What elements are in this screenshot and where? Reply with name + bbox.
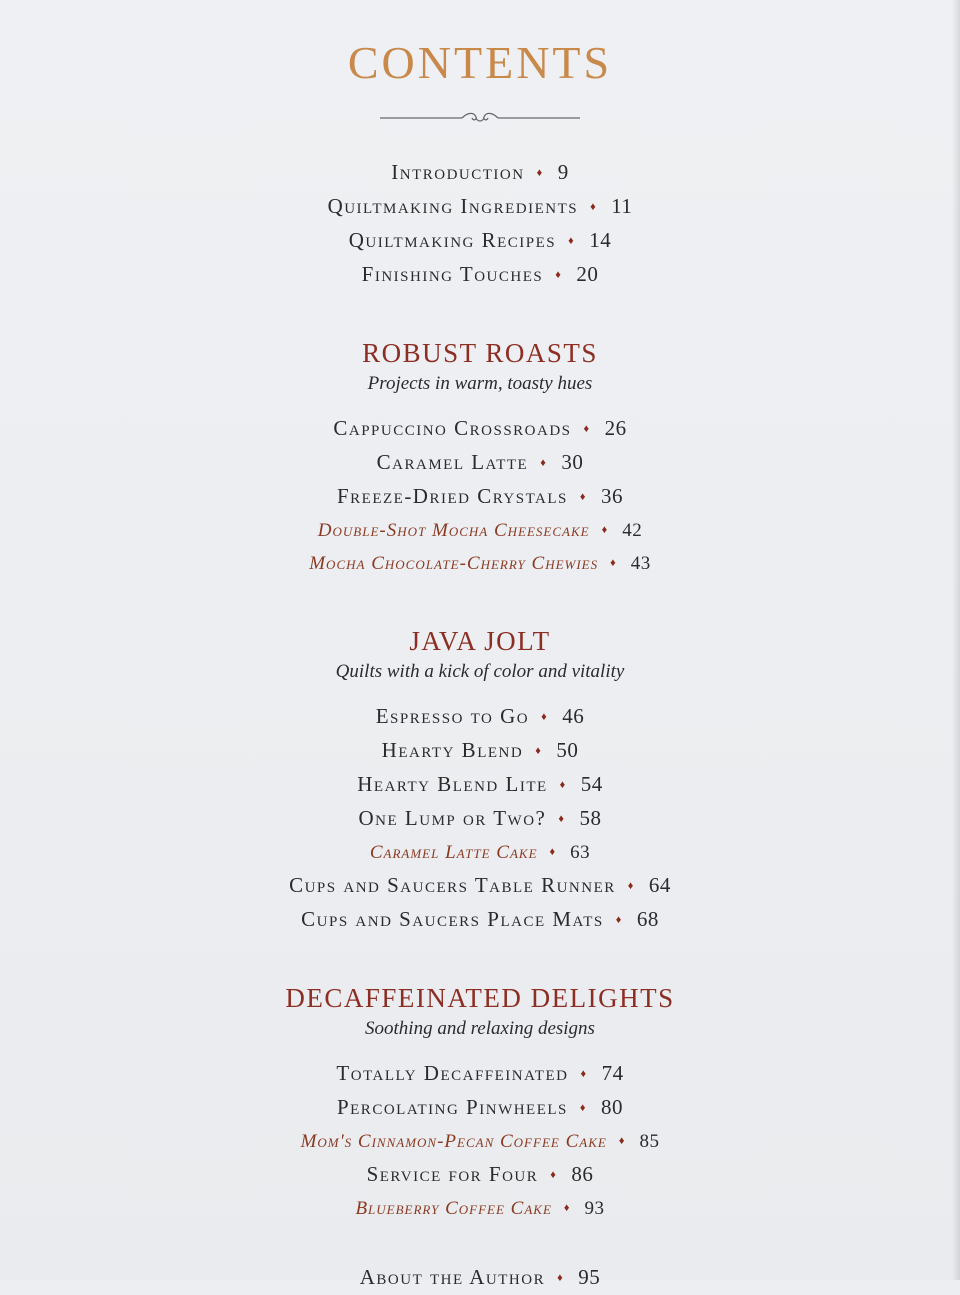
toc-entry-hearty-blend[interactable] xyxy=(0,734,960,768)
section-robust-roasts xyxy=(0,336,960,580)
toc-entry-quiltmaking-recipes[interactable] xyxy=(0,224,960,258)
diamond-bullet-icon: ♦ xyxy=(583,423,591,435)
diamond-bullet-icon: ♦ xyxy=(579,1102,588,1114)
entry-page: 43 xyxy=(630,553,651,574)
entry-label: Percolating Pinwheels xyxy=(336,1095,568,1119)
diamond-bullet-icon: ♦ xyxy=(579,491,588,503)
entry-page: 95 xyxy=(578,1265,601,1289)
intro-entries xyxy=(0,156,960,292)
entry-label: Finishing Touches xyxy=(361,262,544,286)
entry-label: Service for Four xyxy=(366,1162,539,1186)
diamond-bullet-icon: ♦ xyxy=(618,1135,626,1147)
entry-label: Mom's Cinnamon-Pecan Coffee Cake xyxy=(300,1131,607,1152)
entry-page: 80 xyxy=(601,1095,624,1119)
toc-entry-finishing-touches[interactable] xyxy=(0,258,960,292)
entry-page: 20 xyxy=(576,262,599,286)
section-title: ROBUST ROASTS xyxy=(362,338,598,368)
diamond-bullet-icon: ♦ xyxy=(557,1272,565,1284)
entry-label: Freeze-Dried Crystals xyxy=(336,484,568,508)
entry-page: 58 xyxy=(579,806,602,830)
toc-entry-freeze-dried-crystals[interactable] xyxy=(0,480,960,514)
entry-page: 85 xyxy=(639,1131,660,1152)
entry-label: Cappuccino Crossroads xyxy=(333,416,572,440)
toc-entry-quiltmaking-ingredients[interactable] xyxy=(0,190,960,224)
toc-recipe-double-shot-mocha-cheesecake[interactable] xyxy=(0,514,960,547)
diamond-bullet-icon: ♦ xyxy=(627,880,635,892)
diamond-bullet-icon: ♦ xyxy=(601,524,609,536)
section-decaffeinated-delights xyxy=(0,981,960,1225)
entry-label: Hearty Blend xyxy=(381,738,524,762)
entry-page: 63 xyxy=(570,842,591,863)
entry-label: One Lump or Two? xyxy=(358,806,547,830)
section-tagline: Soothing and relaxing designs xyxy=(365,1018,595,1039)
scroll-divider-ornament xyxy=(380,110,580,126)
diamond-bullet-icon: ♦ xyxy=(550,1169,558,1181)
page-title: CONTENTS xyxy=(347,37,613,88)
diamond-bullet-icon: ♦ xyxy=(568,235,576,247)
toc-entry-percolating-pinwheels[interactable] xyxy=(0,1091,960,1125)
entry-label: Cups and Saucers Place Mats xyxy=(301,907,604,931)
diamond-bullet-icon: ♦ xyxy=(563,1202,571,1214)
entry-page: 50 xyxy=(556,738,579,762)
toc-entry-service-for-four[interactable] xyxy=(0,1158,960,1192)
entry-page: 86 xyxy=(571,1162,594,1186)
diamond-bullet-icon: ♦ xyxy=(610,557,617,569)
diamond-bullet-icon: ♦ xyxy=(580,1068,588,1080)
entry-page: 26 xyxy=(604,416,627,440)
entry-label: Espresso to Go xyxy=(375,704,530,728)
entry-page: 68 xyxy=(636,907,659,931)
entry-label: Blueberry Coffee Cake xyxy=(355,1198,552,1219)
toc-entry-hearty-blend-lite[interactable] xyxy=(0,768,960,802)
entry-page: 46 xyxy=(562,704,585,728)
toc-entry-cups-and-saucers-table-runner[interactable] xyxy=(0,869,960,903)
section-title: JAVA JOLT xyxy=(409,626,551,656)
entry-page: 42 xyxy=(622,520,643,541)
entry-label: Mocha Chocolate-Cherry Chewies xyxy=(309,553,599,574)
section-entries xyxy=(0,700,960,937)
entry-label: About the Author xyxy=(359,1265,546,1289)
toc-entry-cups-and-saucers-place-mats[interactable] xyxy=(0,903,960,937)
entry-label: Double-Shot Mocha Cheesecake xyxy=(317,520,590,541)
section-entries xyxy=(0,1057,960,1225)
diamond-bullet-icon: ♦ xyxy=(536,167,544,179)
section-tagline: Quilts with a kick of color and vitality xyxy=(335,661,625,682)
entry-page: 93 xyxy=(584,1198,605,1219)
entry-label: Introduction xyxy=(391,160,525,184)
diamond-bullet-icon: ♦ xyxy=(558,813,566,825)
about-entries xyxy=(0,1261,960,1295)
entry-page: 54 xyxy=(580,772,603,796)
toc-entry-totally-decaffeinated[interactable] xyxy=(0,1057,960,1091)
diamond-bullet-icon: ♦ xyxy=(541,711,549,723)
entry-page: 36 xyxy=(601,484,624,508)
entry-page: 9 xyxy=(557,160,569,184)
section-java-jolt xyxy=(0,624,960,937)
diamond-bullet-icon: ♦ xyxy=(559,779,567,791)
toc-entry-one-lump-or-two[interactable] xyxy=(0,802,960,836)
entry-page: 64 xyxy=(648,873,671,897)
toc-recipe-mocha-chocolate-cherry-chewies[interactable] xyxy=(0,547,960,580)
diamond-bullet-icon: ♦ xyxy=(615,914,623,926)
diamond-bullet-icon: ♦ xyxy=(590,201,598,213)
toc-entry-about-the-author[interactable] xyxy=(0,1261,960,1295)
section-title: DECAFFEINATED DELIGHTS xyxy=(285,983,675,1013)
entry-page: 14 xyxy=(589,228,612,252)
toc-entry-introduction[interactable] xyxy=(0,156,960,190)
diamond-bullet-icon: ♦ xyxy=(555,269,563,281)
diamond-bullet-icon: ♦ xyxy=(549,846,557,858)
section-tagline: Projects in warm, toasty hues xyxy=(367,373,593,394)
toc-recipe-moms-cinnamon-pecan-coffee-cake[interactable] xyxy=(0,1125,960,1158)
toc-recipe-caramel-latte-cake[interactable] xyxy=(0,836,960,869)
entry-label: Totally Decaffeinated xyxy=(336,1061,569,1085)
entry-label: Hearty Blend Lite xyxy=(357,772,548,796)
section-entries xyxy=(0,412,960,580)
diamond-bullet-icon: ♦ xyxy=(540,457,548,469)
entry-label: Quiltmaking Ingredients xyxy=(327,194,579,218)
toc-entry-cappuccino-crossroads[interactable] xyxy=(0,412,960,446)
entry-label: Cups and Saucers Table Runner xyxy=(289,873,616,897)
toc-entry-caramel-latte[interactable] xyxy=(0,446,960,480)
entry-page: 74 xyxy=(601,1061,624,1085)
diamond-bullet-icon: ♦ xyxy=(535,745,543,757)
entry-page: 30 xyxy=(561,450,584,474)
toc-recipe-blueberry-coffee-cake[interactable] xyxy=(0,1192,960,1225)
entry-label: Caramel Latte xyxy=(376,450,529,474)
entry-label: Caramel Latte Cake xyxy=(369,842,538,863)
toc-entry-espresso-to-go[interactable] xyxy=(0,700,960,734)
entry-page: 11 xyxy=(611,194,633,218)
entry-label: Quiltmaking Recipes xyxy=(348,228,557,252)
